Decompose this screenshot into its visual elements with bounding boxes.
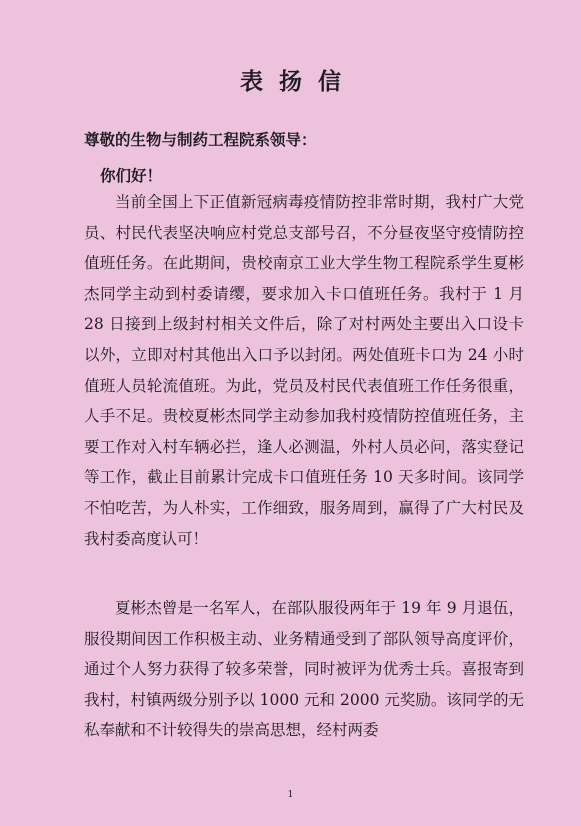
- page-number: 1: [287, 790, 294, 800]
- greeting: 你们好！: [100, 166, 163, 185]
- body-paragraph-1: 当前全国上下正值新冠病毒疫情防控非常时期，我村广大党员、村民代表坚决响应村党总支部号召，不分昼夜坚守疫情防控值班任务。在此期间，贵校南京工业大学生物工程院系学生夏彬杰同学主动到村委请缨，要求加入卡口值班任务。我村于 1 月 28 日接到上级封村相关文件后，除了对村两处主要出入口设卡以外，立即对村其他出入口予以封闭。两处值班卡口为 24 小时值班人员轮流值班。为此，党员及村民代表值班工作任务很重，人手不足。贵校夏彬杰同学主动参加我村疫情防控值班任务，主要工作对入村车辆必拦，逢人必测温，外村人员必问，落实登记等工作，截止目前累计完成卡口值班任务 10 天多时间。该同学不怕吃苦，为人朴实，工作细致，服务周到，赢得了广大村民及我村委高度认可！: [84, 193, 524, 548]
- letter-title: 表扬信: [240, 68, 357, 95]
- salutation: 尊敬的生物与制药工程院系领导：: [84, 130, 317, 149]
- body-paragraph-2: 夏彬杰曾是一名军人，在部队服役两年于 19 年 9 月退伍，服役期间因工作积极主动、业务精通受到了部队领导高度评价，通过个人努力获得了较多荣誉，同时被评为优秀士兵。喜报寄到我村，村镇两级分别予以 1000 元和 2000 元奖励。该同学的无私奉献和不计较得失的崇高思想，经村两委: [84, 599, 524, 740]
